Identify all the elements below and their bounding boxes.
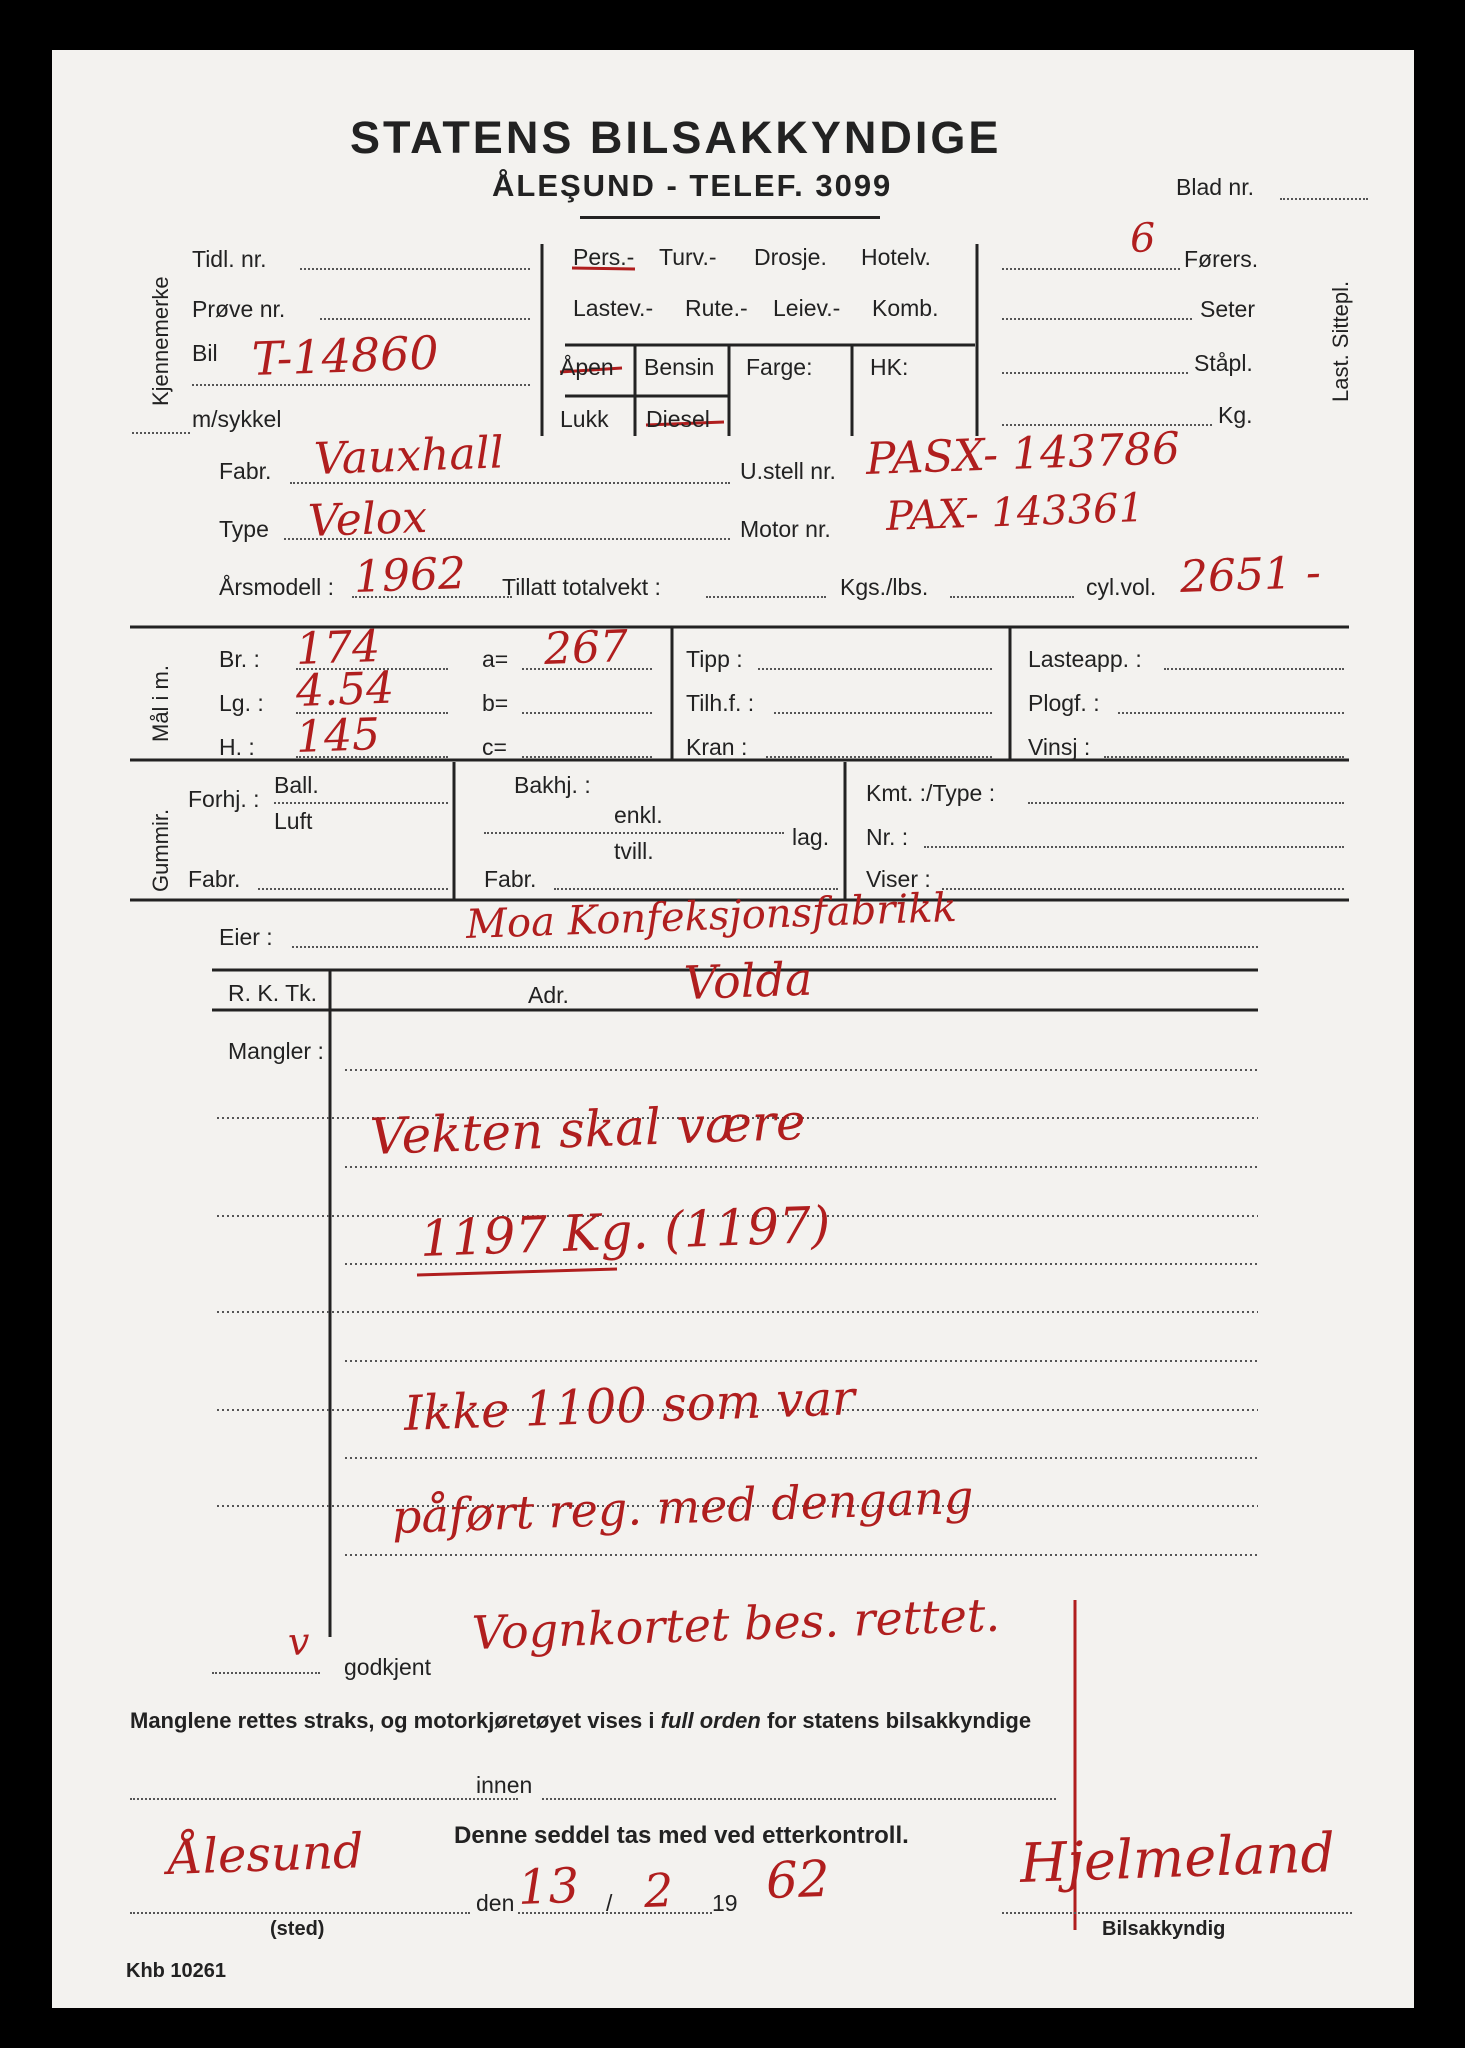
bil-value: T-14860 — [251, 325, 440, 386]
class-lastev: Lastev.- — [573, 295, 654, 321]
godkjent-check: v — [287, 1619, 311, 1664]
lg-value: 4.54 — [295, 662, 395, 717]
innen-line-left — [130, 1798, 518, 1800]
a-value: 267 — [543, 621, 629, 675]
hk-label: HK: — [870, 354, 909, 380]
fabr1-line — [258, 888, 448, 890]
motor-label: Motor nr. — [740, 516, 831, 542]
prove-line — [320, 318, 530, 320]
a-line — [522, 668, 652, 670]
tidl-line — [300, 268, 530, 270]
label-last-sittepl: Last. Sittepl. — [1328, 280, 1353, 402]
class-komb: Komb. — [872, 295, 939, 321]
br-label: Br. : — [219, 646, 260, 672]
cylvol-value: 2651 - — [1179, 547, 1322, 603]
br-value: 174 — [295, 621, 381, 675]
fabr2-label: Fabr. — [484, 866, 537, 892]
den-label: den — [476, 1890, 515, 1916]
defect-line-2: 1197 Kg. (1197) — [418, 1195, 832, 1268]
motor-value: PAX- 143361 — [885, 485, 1145, 540]
tyre-lag: lag. — [792, 824, 830, 850]
date-line — [518, 1912, 712, 1914]
plogf-label: Plogf. : — [1028, 690, 1100, 716]
adr-label: Adr. — [528, 982, 569, 1008]
tillatt-line — [706, 596, 826, 598]
fabr1-label: Fabr. — [188, 866, 241, 892]
class-rute: Rute.- — [685, 295, 748, 321]
b-line — [522, 712, 652, 714]
fuel-bensin: Bensin — [644, 354, 715, 380]
signature-line — [1002, 1912, 1352, 1914]
defect-line-3: Ikke 1100 som var — [403, 1370, 856, 1442]
ustell-label: U.stell nr. — [740, 458, 836, 484]
msykkel-label: m/sykkel — [192, 406, 282, 432]
defect-line-4: påført reg. med dengang — [391, 1469, 975, 1544]
ball-line — [274, 802, 448, 804]
kgs-line — [950, 596, 1074, 598]
kmt-label: Kmt. :/Type : — [866, 780, 996, 806]
tilhf-line — [774, 712, 992, 714]
c-label: c= — [482, 734, 507, 760]
bilsakkyndig-label: Bilsakkyndig — [1102, 1918, 1226, 1940]
bil-label: Bil — [192, 340, 218, 366]
staapl-label: Ståpl. — [1194, 350, 1253, 376]
innen-line — [542, 1798, 1056, 1800]
sted-value: Ålesund — [167, 1823, 365, 1886]
body-lukk: Lukk — [560, 406, 609, 432]
staapl-line — [1002, 372, 1188, 374]
form-code: Khb 10261 — [126, 1960, 227, 1982]
godkjent-line — [212, 1672, 320, 1674]
signature: Hjelmeland — [1018, 1821, 1336, 1895]
viser-label: Viser : — [866, 866, 931, 892]
msykkel-line — [132, 432, 190, 434]
tyre-luft: Luft — [274, 808, 313, 834]
a-label: a= — [482, 646, 509, 672]
forers-line — [1002, 268, 1180, 270]
form-title: STATENS BILSAKKYNDIGE — [350, 112, 1002, 163]
kg-label: Kg. — [1218, 402, 1253, 428]
nr-line — [924, 846, 1344, 848]
vinsj-line — [1104, 756, 1344, 758]
class-leiev: Leiev.- — [773, 295, 841, 321]
seter-label: Seter — [1200, 296, 1255, 322]
type-line — [284, 538, 730, 540]
b-label: b= — [482, 690, 509, 716]
mangler-label: Mangler : — [228, 1038, 324, 1064]
aarsmodell-value: 1962 — [353, 548, 467, 603]
tidl-label: Tidl. nr. — [192, 246, 267, 272]
tipp-line — [758, 668, 992, 670]
godkjent-label: godkjent — [344, 1654, 431, 1680]
bakhj-label: Bakhj. : — [514, 772, 591, 798]
tipp-label: Tipp : — [686, 646, 743, 672]
label-kjennemerke: Kjennemerke — [148, 276, 173, 406]
h-label: H. : — [219, 734, 255, 760]
ustell-value: PASX- 143786 — [865, 423, 1181, 485]
type-label: Type — [219, 516, 269, 542]
adr-value: Volda — [683, 951, 814, 1010]
fabr-label: Fabr. — [219, 458, 272, 484]
tyre-tvill: tvill. — [614, 838, 654, 864]
prove-label: Prøve nr. — [192, 296, 286, 322]
tilhf-label: Tilh.f. : — [686, 690, 755, 716]
blad-label: Blad nr. — [1176, 174, 1254, 200]
cylvol-label: cyl.vol. — [1086, 574, 1157, 600]
innen-label: innen — [476, 1772, 533, 1798]
sted-line — [130, 1912, 470, 1914]
defect-line-5: Vognkortet bes. rettet. — [471, 1587, 1001, 1660]
form-subtitle: ÅLEŞUND - TELEF. 3099 — [492, 168, 893, 203]
lg-label: Lg. : — [219, 690, 264, 716]
class-pers: Pers.- — [573, 244, 635, 270]
year-prefix: 19 — [712, 1890, 738, 1916]
c-line — [522, 756, 652, 758]
sted-label: (sted) — [270, 1918, 325, 1940]
aarsmodell-line — [352, 596, 512, 598]
lasteapp-line — [1164, 668, 1344, 670]
class-hotelv: Hotelv. — [861, 244, 931, 270]
plogf-line — [1118, 712, 1344, 714]
kmt-line — [1028, 802, 1344, 804]
viser-line — [942, 888, 1344, 890]
forers-mark: 6 — [1129, 215, 1157, 262]
h-value: 145 — [295, 709, 381, 763]
label-gummir: Gummir. — [148, 808, 173, 892]
eier-value: Moa Konfeksjonsfabrikk — [465, 884, 958, 948]
kgs-label: Kgs./lbs. — [840, 574, 929, 600]
kontroll-text: Denne seddel tas med ved etterkontroll. — [454, 1822, 909, 1849]
tyre-ball: Ball. — [274, 772, 319, 798]
notice-text: Manglene rettes straks, og motorkjøretøyet vises i full orden for statens bilsakkyndige — [130, 1708, 1032, 1733]
forers-label: Førers. — [1184, 246, 1259, 272]
kran-line — [766, 756, 992, 758]
fabr-line — [290, 482, 730, 484]
kran-label: Kran : — [686, 734, 748, 760]
seter-line — [1002, 318, 1192, 320]
defect-line-1: Vekten skal være — [368, 1092, 807, 1166]
date-day: 13 — [517, 1857, 581, 1916]
eier-label: Eier : — [219, 924, 273, 950]
tillatt-label: Tillatt totalvekt : — [502, 574, 661, 600]
date-slash: / — [606, 1890, 613, 1916]
vinsj-label: Vinsj : — [1028, 734, 1091, 760]
tyre-enkl: enkl. — [614, 802, 663, 828]
type-value: Velox — [307, 491, 428, 547]
fabr-value: Vauxhall — [313, 427, 505, 485]
body-aapen: Åpen — [560, 354, 614, 380]
rktk-label: R. K. Tk. — [228, 980, 318, 1006]
date-year: 62 — [764, 1849, 831, 1910]
nr-label: Nr. : — [866, 824, 909, 850]
lasteapp-label: Lasteapp. : — [1028, 646, 1142, 672]
class-drosje: Drosje. — [754, 244, 827, 270]
fuel-diesel: Diesel — [646, 406, 710, 432]
aarsmodell-label: Årsmodell : — [219, 574, 335, 600]
bakhj-line — [484, 832, 784, 834]
eier-line — [292, 946, 1258, 948]
class-turv: Turv.- — [659, 244, 717, 270]
bil-line — [192, 384, 530, 386]
h-line — [296, 756, 448, 758]
inspection-form — [52, 50, 1414, 2008]
label-maal: Mål i m. — [148, 665, 173, 742]
farge-label: Farge: — [746, 354, 813, 380]
weight-underline — [417, 1269, 617, 1275]
forhj-label: Forhj. : — [188, 786, 260, 812]
date-month: 2 — [643, 1862, 675, 1918]
